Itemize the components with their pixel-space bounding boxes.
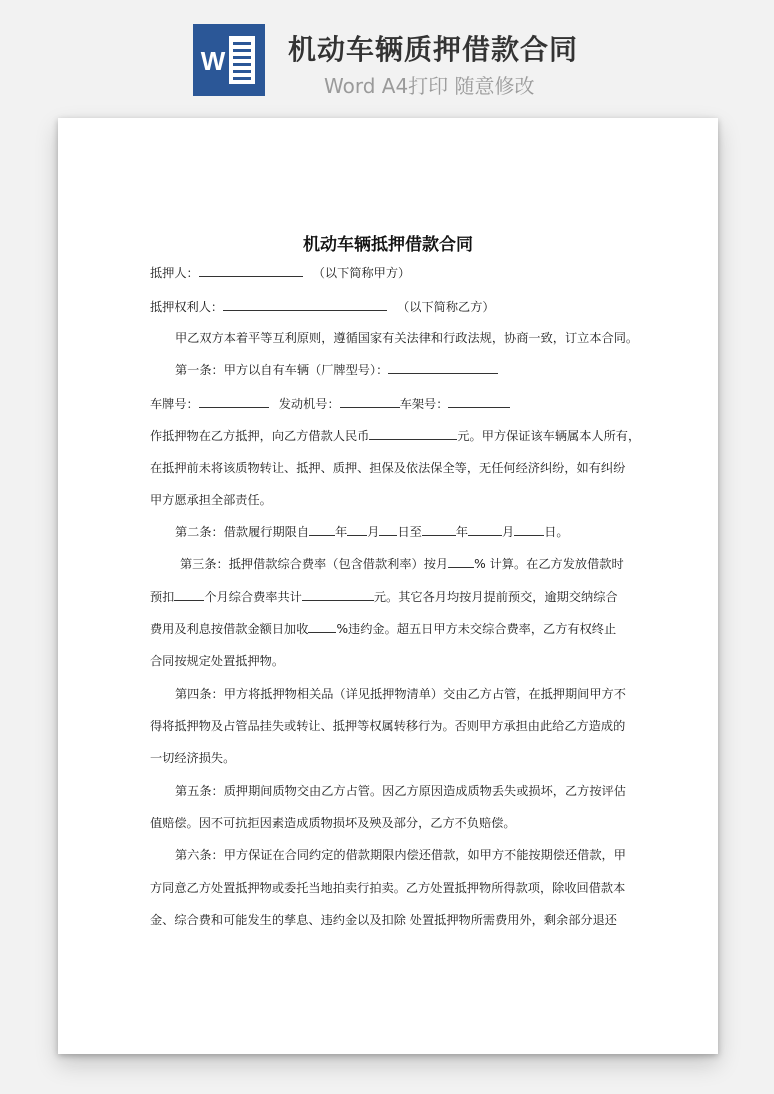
banner-title: 机动车辆质押借款合同 [288, 33, 579, 66]
vehicle-ids-line [150, 396, 630, 412]
year-label: 年 [335, 525, 348, 539]
article-4-line: 第四条：甲方将抵押物相关品（详见抵押物清单）交由乙方占管，在抵押期间甲方不 [175, 687, 626, 701]
frame-blank[interactable] [448, 396, 510, 408]
pledgor-label: 抵押人： [150, 266, 199, 280]
prepay-text: 预扣 [150, 590, 175, 604]
article-3-text-2: % 计算。在乙方发放借款时 [474, 557, 624, 571]
vehicle-model-blank[interactable] [388, 362, 498, 374]
end-month-blank[interactable] [468, 524, 502, 536]
document-page [58, 118, 718, 1054]
word-document-icon [193, 24, 265, 96]
plate-label: 车牌号： [150, 397, 199, 411]
prepay-text-3: 元。其它各月均按月提前预交，逾期交纳综合 [373, 590, 618, 604]
prepay-text-2: 个月综合费率共计 [204, 590, 302, 604]
pledgee-label: 抵押权利人： [150, 300, 224, 314]
start-month-blank[interactable] [347, 524, 367, 536]
article-1-line [175, 362, 630, 378]
paragraph-line: 值赔偿。因不可抗拒因素造成质物损坏及殃及部分，乙方不负赔偿。 [150, 816, 516, 830]
paragraph-line: 得将抵押物及占管品挂失或转让、抵押等权属转移行为。否则甲方承担由此给乙方造成的 [150, 719, 626, 733]
frame-label: 车架号： [399, 397, 449, 411]
paragraph-line: 合同按规定处置抵押物。 [150, 654, 285, 668]
penalty-text-2: %违约金。超五日甲方未交综合费率，乙方有权终止 [336, 622, 617, 636]
engine-blank[interactable] [340, 396, 400, 408]
header-banner [0, 0, 774, 110]
document-title: 机动车辆抵押借款合同 [303, 235, 473, 255]
paragraph-line: 一切经济损失。 [150, 751, 236, 765]
article-6-line: 第六条：甲方保证在合同约定的借款期限内偿还借款，如甲方不能按期偿还借款，甲 [175, 848, 626, 862]
paragraph-line: 在抵押前未将该质物转让、抵押、质押、担保及依法保全等，无任何经济纠纷，如有纠纷 [150, 461, 626, 475]
amount-blank[interactable] [369, 428, 457, 440]
penalty-line [150, 621, 630, 637]
article-1-text: 第一条：甲方以自有车辆（厂牌型号）： [175, 363, 389, 377]
pledgor-line [150, 265, 630, 281]
plate-blank[interactable] [199, 396, 269, 408]
paragraph-line: 金、综合费和可能发生的孳息、违约金以及扣除 处置抵押物所需费用外，剩余部分退还 [150, 913, 617, 927]
penalty-text: 费用及利息按借款金额日加收 [150, 622, 309, 636]
banner-subtitle: Word A4打印 随意修改 [324, 74, 535, 98]
rate-blank[interactable] [448, 556, 474, 568]
prepay-line [150, 589, 630, 605]
year-label: 年 [455, 525, 468, 539]
month-label: 月 [502, 525, 515, 539]
day-to-label: 日至 [397, 525, 422, 539]
article-5-line: 第五条：质押期间质物交由乙方占管。因乙方原因造成质物丢失或损坏，乙方按评估 [175, 784, 626, 798]
article-2-line [175, 524, 630, 540]
paragraph-line: 甲方愿承担全部责任。 [150, 493, 272, 507]
end-day-blank[interactable] [514, 524, 544, 536]
amount-line [150, 428, 641, 444]
article-3-text: 第三条：抵押借款综合费率（包含借款利率）按月 [180, 557, 449, 571]
article-2-text: 第二条：借款履行期限自 [175, 525, 310, 539]
pledgee-blank[interactable] [223, 299, 387, 311]
pledgor-blank[interactable] [199, 265, 303, 277]
day-label: 日。 [544, 525, 569, 539]
months-blank[interactable] [174, 589, 204, 601]
total-fee-blank[interactable] [302, 589, 374, 601]
preamble: 甲乙双方本着平等互利原则，遵循国家有关法律和行政法规，协商一致，订立本合同。 [175, 331, 639, 345]
word-icon-letter: W [200, 46, 226, 76]
start-year-blank[interactable] [309, 524, 335, 536]
penalty-rate-blank[interactable] [308, 621, 336, 633]
article-3-line [180, 556, 630, 572]
pledgor-alias: （以下简称甲方） [312, 266, 411, 280]
paragraph-line: 方同意乙方处置抵押物或委托当地拍卖行拍卖。乙方处置抵押物所得款项，除收回借款本 [150, 881, 626, 895]
amount-text: 作抵押物在乙方抵押，向乙方借款人民币 [150, 429, 370, 443]
engine-label: 发动机号： [278, 397, 340, 411]
end-year-blank[interactable] [422, 524, 456, 536]
pledgee-line [150, 299, 630, 315]
pledgee-alias: （以下简称乙方） [397, 300, 495, 314]
amount-text-2: 元。甲方保证该车辆属本人所有， [457, 429, 641, 443]
month-label: 月 [367, 525, 380, 539]
start-day-blank[interactable] [379, 524, 397, 536]
